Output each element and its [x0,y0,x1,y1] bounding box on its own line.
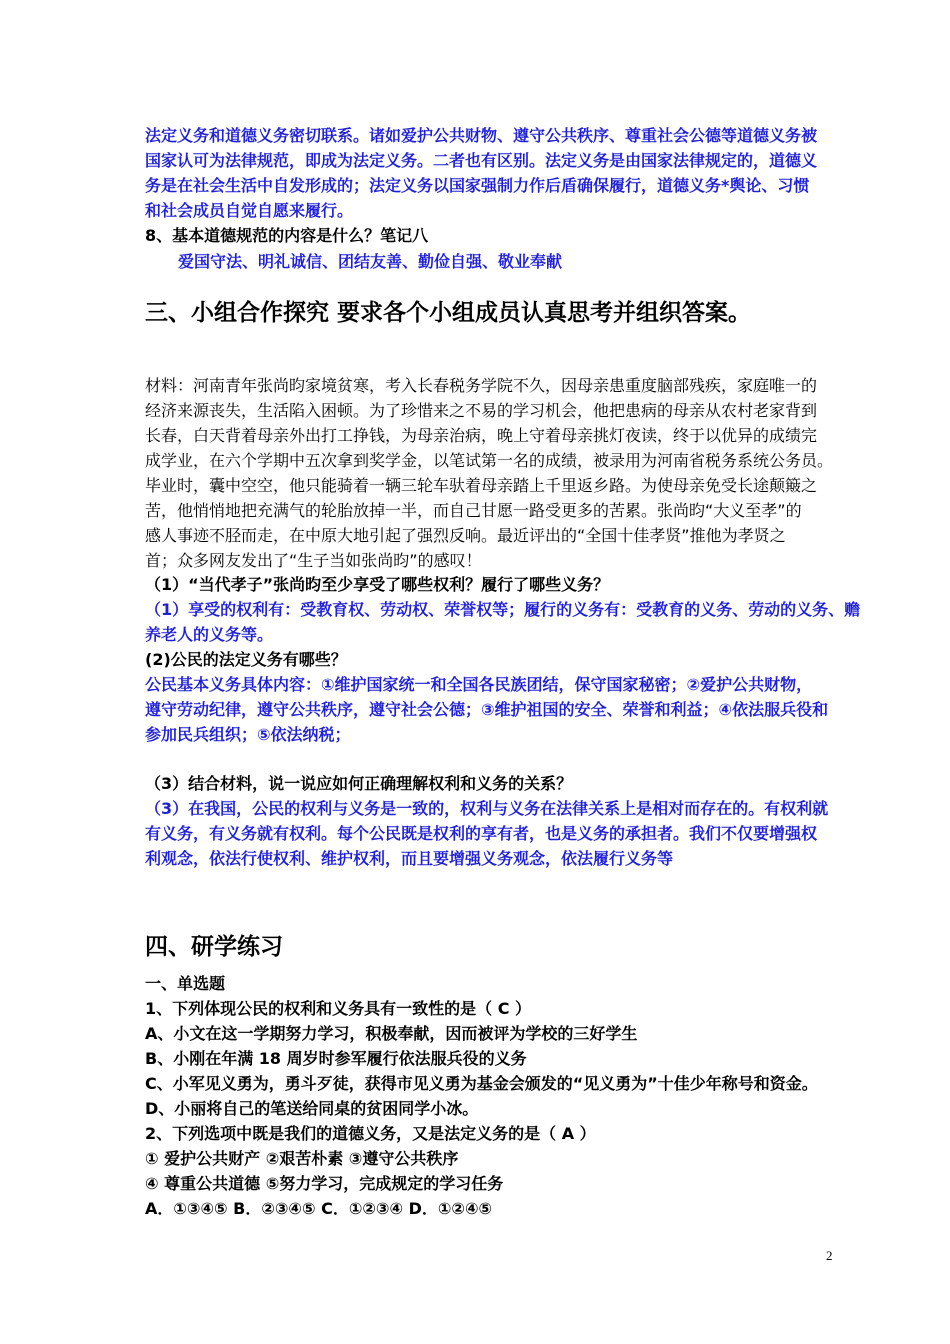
answer-3-line: 利观念，依法行使权利、维护权利，而且要增强义务观念，依法履行义务等 [145,849,674,868]
answer-line: 务是在社会生活中自发形成的；法定义务以国家强制力作后盾确保履行，道德义务*舆论、习惯 [145,176,810,195]
question-1: （1）“当代孝子”张尚昀至少享受了哪些权利？履行了哪些义务？ [145,575,610,594]
exercise-line: A．①③④⑤ B．②③④⑤ C．①②③④ D．①②④⑤ [145,1199,493,1218]
exercise-line: ① 爱护公共财产 ②艰苦朴素 ③遵守公共秩序 [145,1149,459,1168]
answer-2-line: 遵守劳动纪律，遵守公共秩序，遵守社会公德；③维护祖国的安全、荣誉和利益；④依法服兵役和 [145,700,829,719]
answer-2-line: 公民基本义务具体内容：①维护国家统一和全国各民族团结，保守国家秘密；②爱护公共财物， [145,675,813,694]
subsection-title: 一、单选题 [145,974,226,993]
section-4-heading: 四、研学练习 [145,934,283,960]
answer-line: 和社会成员自觉自愿来履行。 [145,201,354,220]
material-line: 长春，白天背着母亲外出打工挣钱，为母亲治病，晚上守着母亲挑灯夜读，终于以优异的成绩完 [145,426,818,445]
answer-3-line: 有义务，有义务就有权利。每个公民既是权利的享有者，也是义务的承担者。我们不仅要增强权 [145,824,818,843]
answer-line: 法定义务和道德义务密切联系。诸如爱护公共财物、遵守公共秩序、尊重社会公德等道德义务被 [145,126,818,145]
material-line: 材料：河南青年张尚昀家境贫寒，考入长春税务学院不久，因母亲患重度脑部残疾，家庭唯一的 [145,376,818,395]
page-number: 2 [826,1248,833,1263]
exercise-line: C、小军见义勇为，勇斗歹徒，获得市见义勇为基金会颁发的“见义勇为”十佳少年称号和资金。 [145,1074,818,1093]
section-3-heading: 三、小组合作探究 要求各个小组成员认真思考并组织答案。 [145,300,752,326]
material-line: 成学业，在六个学期中五次拿到奖学金，以笔试第一名的成绩，被录用为河南省税务系统公务员。 [145,451,834,470]
answer-3-line: （3）在我国，公民的权利与义务是一致的，权利与义务在法律关系上是相对而存在的。有权利就 [145,799,829,818]
exercise-line: 2、下列选项中既是我们的道德义务，又是法定义务的是（ A ） [145,1124,596,1143]
material-line: 毕业时，囊中空空，他只能骑着一辆三轮车驮着母亲踏上千里返乡路。为使母亲免受长途颠簸之 [145,476,818,495]
exercise-line: ④ 尊重公共道德 ⑤努力学习，完成规定的学习任务 [145,1174,504,1193]
material-line: 经济来源丧失，生活陷入困顿。为了珍惜来之不易的学习机会，他把患病的母亲从农村老家背到 [145,401,818,420]
question-3: （3）结合材料，说一说应如何正确理解权利和义务的关系？ [145,774,573,793]
exercise-line: 1、下列体现公民的权利和义务具有一致性的是（ C ） [145,999,532,1018]
exercise-line: B、小刚在年满 18 周岁时参军履行依法服兵役的义务 [145,1049,527,1068]
material-line: 感人事迹不胫而走，在中原大地引起了强烈反响。最近评出的“全国十佳孝贤”推他为孝贤之 [145,526,786,545]
exercise-line: D、小丽将自己的笔送给同桌的贫困同学小冰。 [145,1099,479,1118]
exercise-line: A、小文在这一学期努力学习，积极奉献，因而被评为学校的三好学生 [145,1024,638,1043]
material-line: 首；众多网友发出了“生子当如张尚昀”的感叹！ [145,551,482,570]
answer-1-line: （1）享受的权利有：受教育权、劳动权、荣誉权等；履行的义务有：受教育的义务、劳动的义务、赡 [145,600,861,619]
material-line: 苦，他悄悄地把充满气的轮胎放掉一半，而自己甘愿一路受更多的苦累。张尚昀“大义至孝”的 [145,501,802,520]
answer-2-line: 参加民兵组织；⑤依法纳税； [145,725,351,744]
question-8: 8、基本道德规范的内容是什么？笔记八 [145,226,429,245]
answer-8: 爱国守法、明礼诚信、团结友善、勤俭自强、敬业奉献 [178,252,563,271]
question-2: (2)公民的法定义务有哪些？ [145,650,347,669]
answer-1-line: 养老人的义务等。 [145,625,274,644]
answer-line: 国家认可为法律规范，即成为法定义务。二者也有区别。法定义务是由国家法律规定的，道德义 [145,151,818,170]
